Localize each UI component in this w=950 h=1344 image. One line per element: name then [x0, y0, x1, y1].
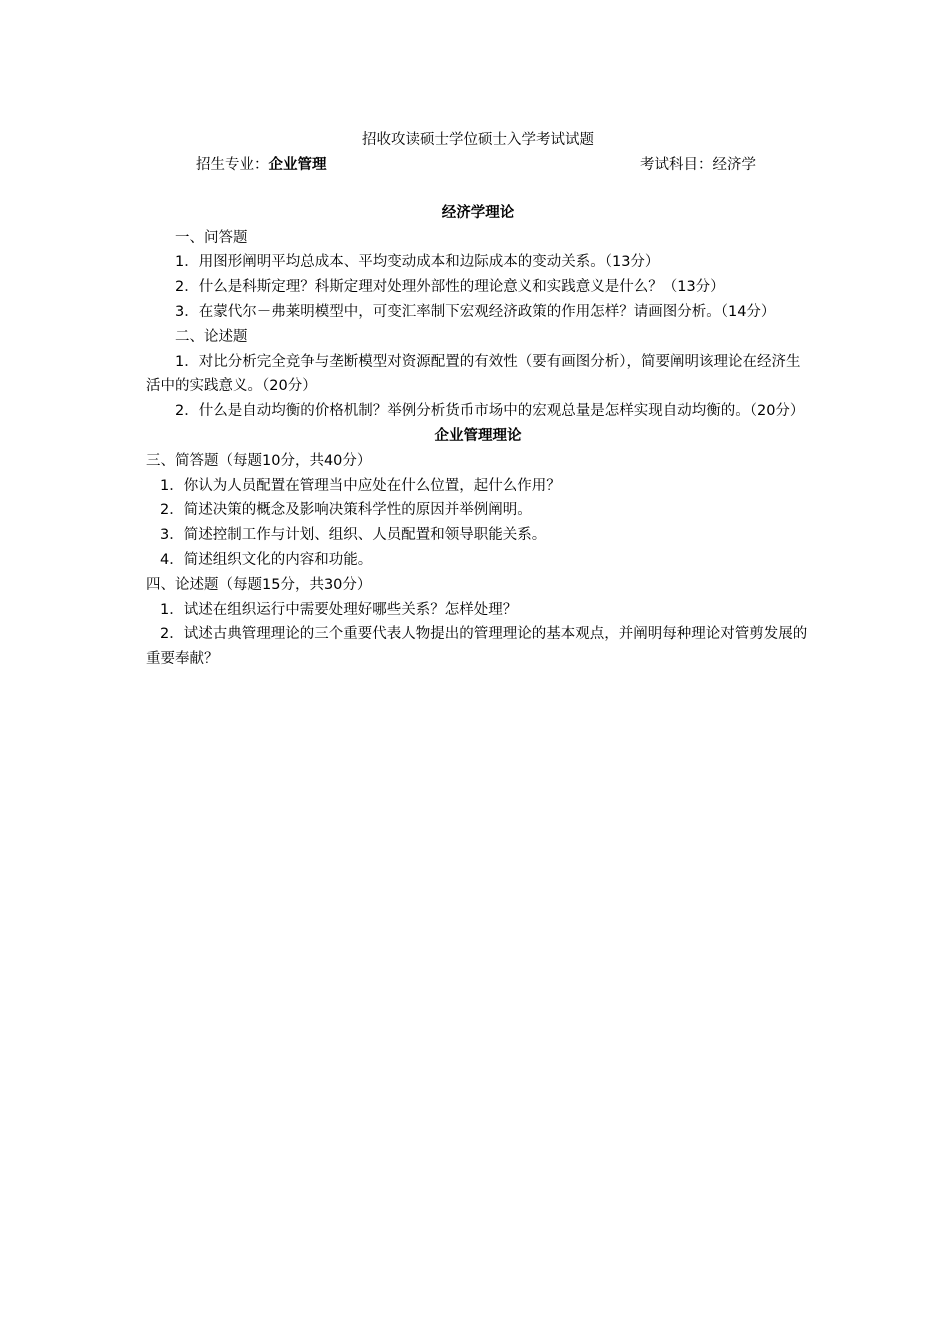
part3-question-2: 2．简述决策的概念及影响决策科学性的原因并举例阐明。: [160, 502, 532, 519]
part3-question-4: 4．简述组织文化的内容和功能。: [160, 551, 373, 568]
major-value: 企业管理: [268, 155, 327, 173]
subject-info: [640, 153, 756, 178]
major-info: [196, 153, 327, 178]
major-label: 招生专业：: [196, 156, 269, 173]
part2-title: 二、论述题: [175, 328, 248, 345]
part3-question-1: 1．你认为人员配置在管理当中应处在什么位置，起什么作用？: [160, 477, 561, 494]
part2-question-1: 1．对比分析完全竞争与垄断模型对资源配置的有效性（要有画图分析），简要阐明该理论在经济生活中的实践意义。（20分）: [146, 353, 801, 395]
subject-label: 考试科目：: [640, 156, 713, 173]
part3-question-3: 3．简述控制工作与计划、组织、人员配置和领导职能关系。: [160, 527, 547, 544]
part4-question-2: 2．试述古典管理理论的三个重要代表人物提出的管理理论的基本观点，并阐明每种理论对管剪发展的重要奉献？: [146, 626, 808, 668]
part2-question-2: 2．什么是自动均衡的价格机制？举例分析货币市场中的宏观总量是怎样实现自动均衡的。（20分）: [175, 403, 805, 420]
part4-question-1: 1．试述在组织运行中需要处理好哪些关系？怎样处理？: [160, 601, 518, 618]
subject-value: 经济学: [712, 156, 756, 173]
exam-paper: [146, 128, 810, 672]
economics-heading: 经济学理论: [441, 204, 515, 221]
part1-question-2: 2．什么是科斯定理？科斯定理对处理外部性的理论意义和实践意义是什么？（13分）: [175, 279, 725, 296]
exam-meta: [146, 153, 810, 179]
part1-title: 一、问答题: [175, 229, 248, 246]
management-heading: 企业管理理论: [434, 427, 522, 444]
part3-title: 三、简答题（每题10分，共40分）: [146, 452, 372, 469]
exam-title: 招收攻读硕士学位硕士入学考试试题: [362, 132, 594, 148]
spacer: [146, 179, 810, 201]
part1-question-1: 1．用图形阐明平均总成本、平均变动成本和边际成本的变动关系。（13分）: [175, 254, 660, 271]
part4-title: 四、论述题（每题15分，共30分）: [146, 576, 372, 593]
part1-question-3: 3．在蒙代尔－弗莱明模型中，可变汇率制下宏观经济政策的作用怎样？请画图分析。（14分）: [175, 303, 776, 320]
